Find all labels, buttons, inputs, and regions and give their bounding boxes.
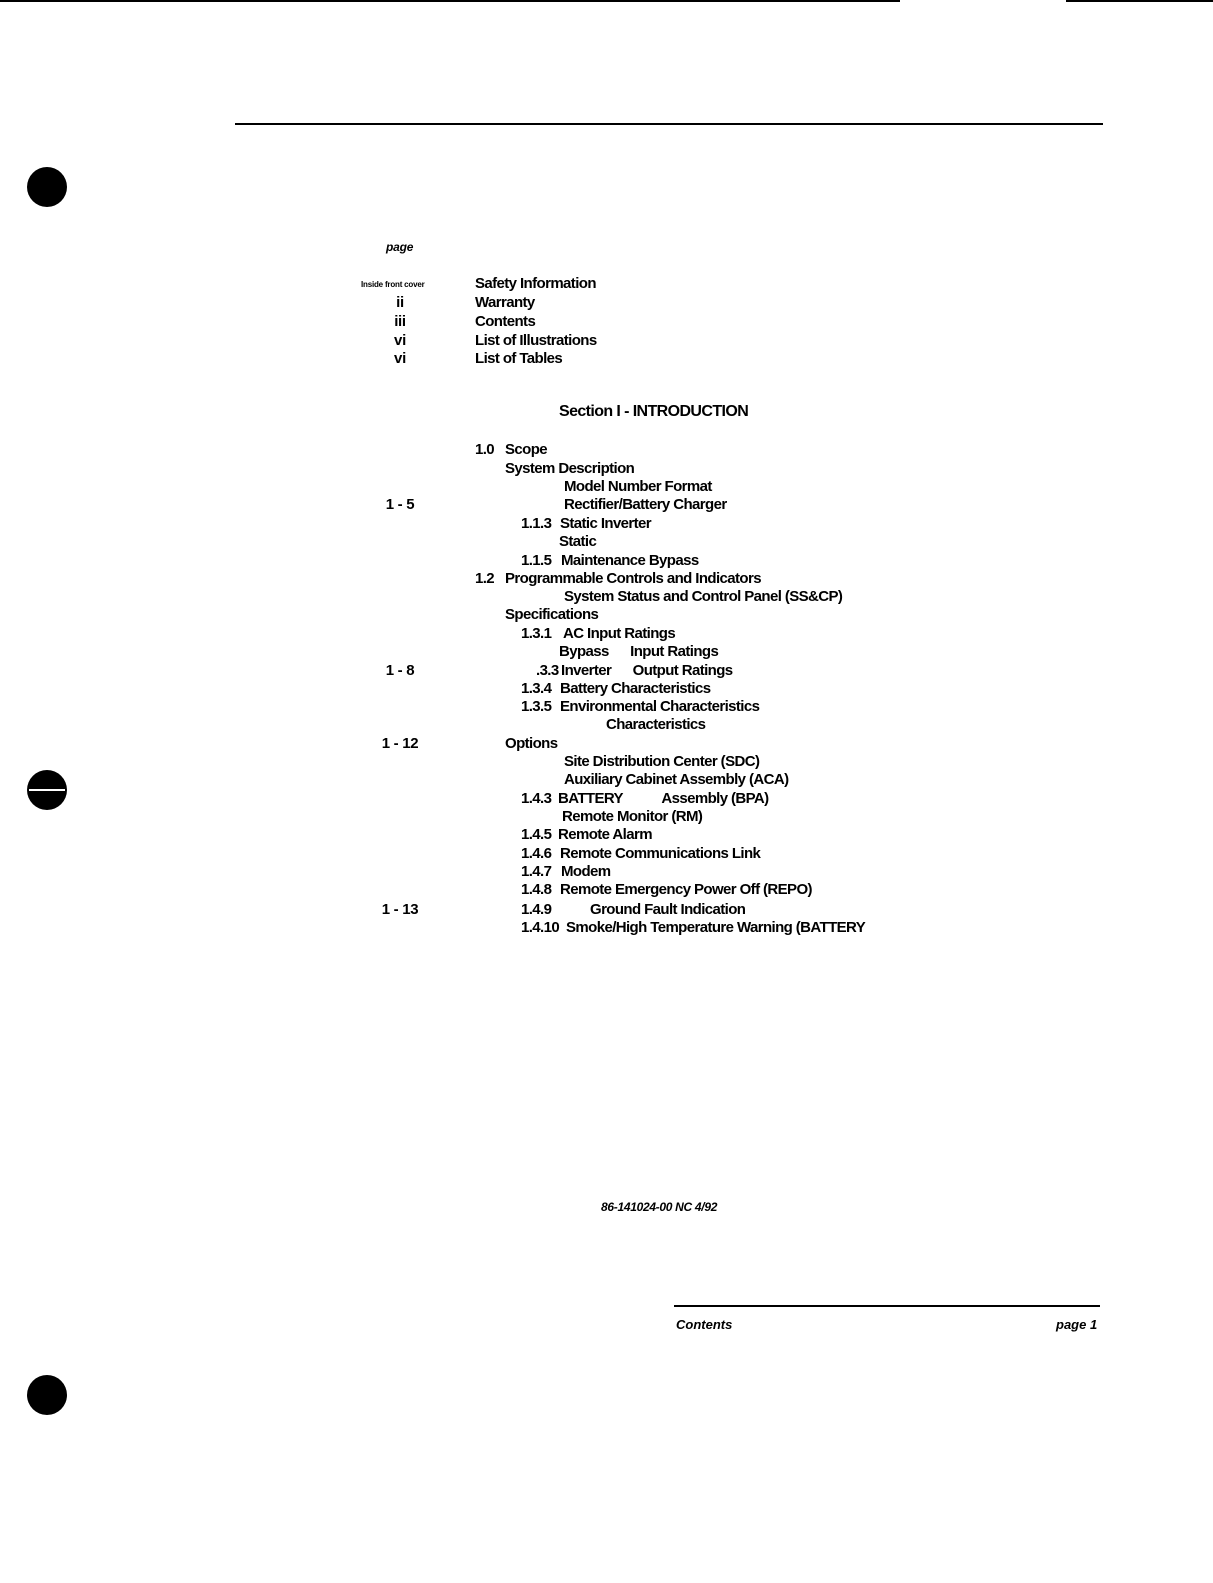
toc-title: Battery Characteristics bbox=[560, 680, 711, 697]
toc-number: 1.4.7 bbox=[521, 863, 552, 880]
toc-title: Remote Communications Link bbox=[560, 845, 761, 862]
toc-title: Auxiliary Cabinet Assembly (ACA) bbox=[564, 771, 789, 788]
toc-title: Scope bbox=[505, 441, 548, 458]
front-matter-page: vi bbox=[394, 332, 406, 349]
toc-title: Programmable Controls and Indicators bbox=[505, 570, 761, 587]
toc-title: Specifications bbox=[505, 606, 599, 623]
toc-title: Characteristics bbox=[606, 716, 706, 733]
footer-section-label: Contents bbox=[676, 1317, 733, 1332]
toc-number: 1.4.10 bbox=[521, 919, 560, 936]
toc-number: 1.3.1 bbox=[521, 625, 552, 642]
toc-number: 1.1.5 bbox=[521, 552, 552, 569]
toc-title: Remote Alarm bbox=[558, 826, 652, 843]
toc-number: 1.4.8 bbox=[521, 881, 552, 898]
front-matter-title: List of Tables bbox=[475, 350, 563, 367]
toc-title: Remote Emergency Power Off (REPO) bbox=[560, 881, 812, 898]
front-matter-page: Inside front cover bbox=[361, 280, 425, 289]
toc-title: Environmental Characteristics bbox=[560, 698, 760, 715]
toc-number: 1.4.3 bbox=[521, 790, 552, 807]
toc-title: Smoke/High Temperature Warning (BATTERY bbox=[566, 919, 866, 936]
front-matter-title: Contents bbox=[475, 313, 536, 330]
toc-title: Static bbox=[559, 533, 597, 550]
toc-title: System Description bbox=[505, 460, 635, 477]
front-matter-title: Warranty bbox=[475, 294, 535, 311]
toc-title: Rectifier/Battery Charger bbox=[564, 496, 727, 513]
front-matter-title: Safety Information bbox=[475, 275, 596, 292]
toc-title: Model Number Format bbox=[564, 478, 712, 495]
front-matter-title: List of Illustrations bbox=[475, 332, 597, 349]
toc-title: System Status and Control Panel (SS&CP) bbox=[564, 588, 843, 605]
toc-number: 1.2 bbox=[475, 570, 495, 587]
footer-rule bbox=[674, 1305, 1100, 1307]
toc-title: Inverter Output Ratings bbox=[561, 662, 733, 679]
toc-number: 1.0 bbox=[475, 441, 495, 458]
footer-page-number: page 1 bbox=[1056, 1317, 1098, 1332]
toc-title: BATTERY Assembly (BPA) bbox=[558, 790, 769, 807]
toc-page: 1 - 12 bbox=[381, 735, 419, 752]
toc-number: 1.3.5 bbox=[521, 698, 552, 715]
toc-number: 1.4.9 bbox=[521, 901, 552, 918]
toc-title: Site Distribution Center (SDC) bbox=[564, 753, 760, 770]
toc-number: 1.1.3 bbox=[521, 515, 552, 532]
header-rule bbox=[235, 123, 1103, 125]
toc-number: 1.3.4 bbox=[521, 680, 552, 697]
binder-hole-bottom bbox=[27, 1375, 67, 1415]
toc-title: Modem bbox=[561, 863, 611, 880]
toc-title: AC Input Ratings bbox=[563, 625, 676, 642]
toc-title: Bypass Input Ratings bbox=[559, 643, 719, 660]
binder-hole-middle-scratch bbox=[29, 789, 65, 791]
toc-title: Ground Fault Indication bbox=[590, 901, 746, 918]
toc-title: Static Inverter bbox=[560, 515, 652, 532]
toc-page: 1 - 8 bbox=[385, 662, 415, 679]
toc-page: 1 - 5 bbox=[385, 496, 415, 513]
toc-number: 1.4.5 bbox=[521, 826, 552, 843]
front-matter-page: iii bbox=[394, 313, 406, 330]
toc-number: 1.4.6 bbox=[521, 845, 552, 862]
front-matter-page: ii bbox=[396, 294, 404, 311]
toc-title: Options bbox=[505, 735, 558, 752]
scan-edge-line-left bbox=[0, 0, 900, 2]
page-column-label: page bbox=[386, 240, 414, 254]
toc-title: Remote Monitor (RM) bbox=[562, 808, 703, 825]
front-matter-page: vi bbox=[394, 350, 406, 367]
toc-title: Maintenance Bypass bbox=[561, 552, 699, 569]
toc-number: .3.3 bbox=[536, 662, 559, 679]
toc-page: 1 - 13 bbox=[381, 901, 419, 918]
binder-hole-top bbox=[27, 167, 67, 207]
document-number: 86-141024-00 NC 4/92 bbox=[601, 1200, 718, 1214]
scan-edge-line-right bbox=[1066, 0, 1213, 2]
section-title: Section I - INTRODUCTION bbox=[559, 403, 749, 420]
